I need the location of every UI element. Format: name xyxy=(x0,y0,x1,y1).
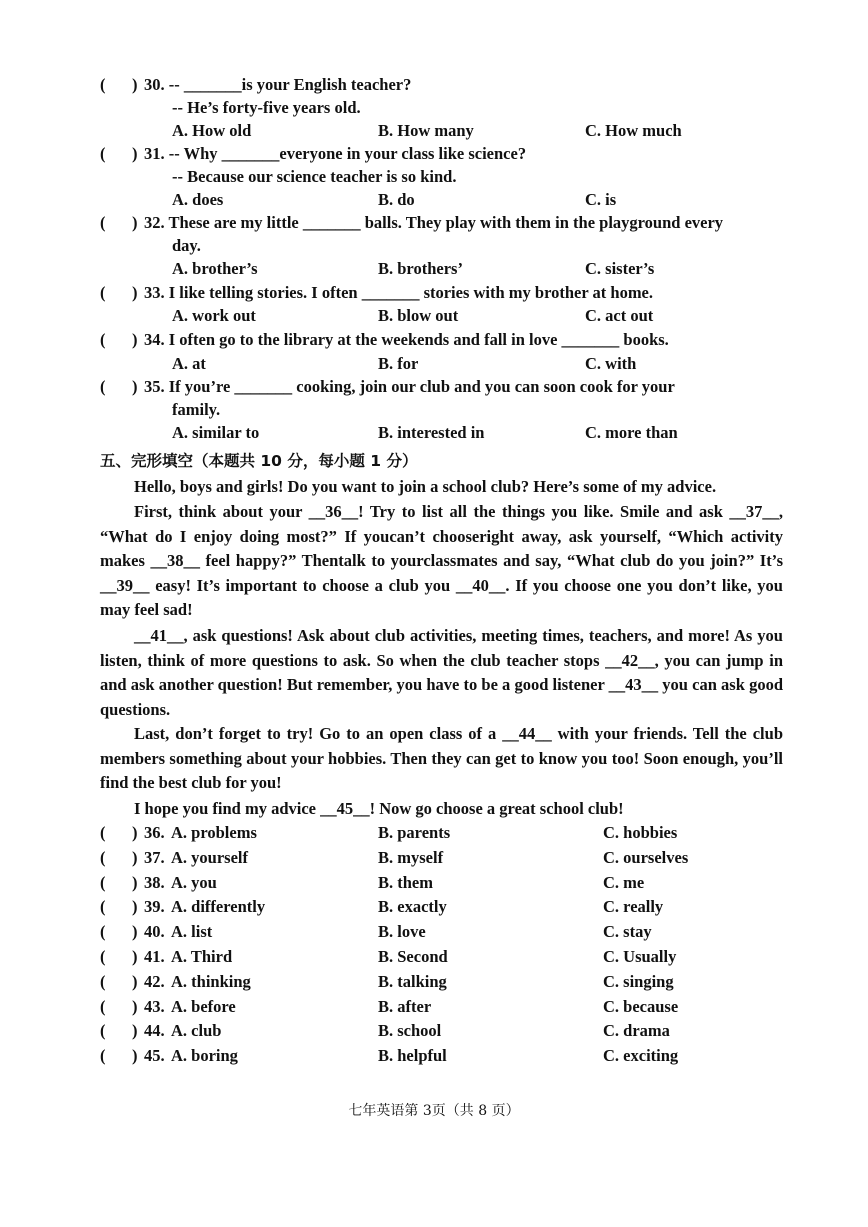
question-stem: These are my little _______ balls. They play with them in the playground every xyxy=(168,213,724,232)
option-b: B. do xyxy=(378,190,415,209)
cloze-number: 40. xyxy=(144,922,165,942)
cloze-number: 39. xyxy=(144,897,165,917)
option-c: C. exciting xyxy=(603,1046,679,1066)
passage-paragraph-1: Hello, boys and girls! Do you want to join a school club? Here’s some of my advice. xyxy=(134,477,717,496)
option-a: A. How old xyxy=(172,121,252,140)
option-a: A. thinking xyxy=(171,971,251,991)
option-a: A. you xyxy=(171,872,217,892)
option-c: C. ourselves xyxy=(603,847,689,867)
passage-paragraph-4: Last, don’t forget to try! Go to an open class of a __44__ with your friends. Tell the club members something about your hobbies. Then they can get to know you too! Soon enough, you’ll find the best club for you! xyxy=(100,724,783,793)
question-stem: If you’re _______ cooking, join our club and you can soon cook for your xyxy=(168,377,675,396)
question-stem-line2: family. xyxy=(172,400,221,419)
question-stem-line2: day. xyxy=(172,236,201,255)
option-c: C. because xyxy=(603,996,679,1016)
option-b: B. interested in xyxy=(378,423,485,442)
option-a: A. before xyxy=(171,996,236,1016)
option-b: B. exactly xyxy=(378,897,447,917)
option-c: C. really xyxy=(603,897,664,917)
option-c: C. me xyxy=(603,872,645,892)
question-stem: I like telling stories. I often _______ stories with my brother at home. xyxy=(168,283,654,302)
page-footer: 七年英语第 3页（共 8 页） xyxy=(348,1103,520,1119)
cloze-number: 41. xyxy=(144,947,165,966)
option-b: B. brothers’ xyxy=(378,259,463,278)
option-a: A. similar to xyxy=(172,423,260,442)
cloze-number: 42. xyxy=(144,971,165,991)
option-c: C. singing xyxy=(603,971,674,991)
option-b: B. them xyxy=(378,872,433,892)
option-b: B. How many xyxy=(378,121,474,140)
option-a: A. does xyxy=(172,190,224,209)
question-stem-line2: -- Because our science teacher is so kind. xyxy=(172,167,457,186)
option-c: C. is xyxy=(585,190,617,209)
option-c: C. with xyxy=(585,354,637,373)
cloze-number: 38. xyxy=(144,872,165,892)
option-c: C. act out xyxy=(585,306,654,325)
cloze-number: 37. xyxy=(144,847,165,867)
option-c: C. stay xyxy=(603,922,652,942)
question-stem: -- Why _______everyone in your class like science? xyxy=(168,144,527,163)
question-number-30: 30. -- _______is your English teacher? xyxy=(144,75,412,94)
question-stem: I often go to the library at the weekends and fall in love _______ books. xyxy=(168,330,669,349)
option-a: A. brother’s xyxy=(172,259,258,278)
section-heading: 五、完形填空（本题共 10 分，每小题 1 分） xyxy=(100,452,418,470)
option-c: C. more than xyxy=(585,423,678,442)
option-a: A. differently xyxy=(171,897,266,917)
option-c: C. sister’s xyxy=(585,259,655,278)
option-b: B. talking xyxy=(378,971,447,991)
option-a: A. boring xyxy=(171,1046,238,1066)
option-b: B. for xyxy=(378,354,419,373)
question-stem: -- _______is your English teacher? xyxy=(168,75,412,94)
cloze-number: 44. xyxy=(144,1021,165,1041)
exam-page: ( ) 30. -- _______is your English teacher? -- He’s forty-five years old. A. How old B. How many C. How much ( ) 31. -- Why _______everyone in your class like science? -- Because our science teacher is so kind. A. does B. do C. is ( ) 32. These are my little _______ balls. They play with them in the playground every day. A. brother’s B. brothers’ C. sister’s ( ) 33. I like telling stories. I often _______ stories with my brother at home. A. work out B. blow out C. act out ( ) 34. I often go to the library at the weekends and fall in love _______ books. A. at B. for C. with ( ) 35. If you’re _______ cooking, join our club and you can soon cook for your family. A. similar to B. interested in C. more than 五、完形填空（本题共 10 分，每小题 1 分） Hello, boys and girls! Do you want to join a school club? Here’s some of my advice. First, think about your __36__! Try to list all the things you like. Smile and ask __37__, “What do I enjoy doing most?” If youcan’t chooseright away, ask yourself, “Which activity makes __38__ feel happy?” Thentalk to yourclassmates and say, “What club do you join?” It’s __39__ easy! It’s important to choose a club you __40__. If you choose one you don’t like, you may feel sad! __41__, ask questions! Ask about club activities, meeting times, teachers, and more! As you listen, think of more questions to ask. So when the club teacher stops __42__, you can jump in and ask another question! But remember, you have to be a good listener __43__ you can ask good questions. Last, don’t forget to try! Go to an open class of a __44__ with your friends. Tell the club members something about your hobbies. Then they can get to know you too! Soon enough, you’ll find the best club for you! I hope you find my advice __45__! Now go choose a great school club! ( ) 36. A. problems B. parents C. hobbies ( ) 37. A. yourself B. myself C. ourselves ( ) 38. A. you B. them C. me ( ) 39. A. differently B. exactly C. really ( ) 40. A. list B. love C. stay ( ) 41. A. Third B. Second C. Usually ( ) 42. A. thinking B. talking C. singing ( ) 43. A. before B. after C. because ( ) 44. A. club B. school C. drama ( ) 45. A. boring B. helpful C. exciting 七年英语第 3页（共 8 页） xyxy=(0,0,868,1227)
passage-paragraph-2: First, think about your __36__! Try to list all the things you like. Smile and ask __37__, “What do I enjoy doing most?” If youcan’t chooseright away, ask yourself, “Which activity makes __38__ feel happy?” Thentalk to yourclassmates and say, “What club do you join?” It’s __39__ easy! It’s important to choose a club you __40__. If you choose one you don’t like, you may feel sad! xyxy=(100,502,783,620)
option-a: A. yourself xyxy=(171,847,248,867)
option-b: B. school xyxy=(378,1021,442,1041)
cloze-number: 43. xyxy=(144,996,165,1016)
option-b: B. love xyxy=(378,922,426,942)
option-a: A. club xyxy=(171,1021,222,1041)
option-b: B. myself xyxy=(378,847,444,867)
option-b: B. blow out xyxy=(378,306,459,325)
option-a: A. Third xyxy=(171,947,233,966)
option-a: A. problems xyxy=(171,823,257,842)
option-c: C. drama xyxy=(603,1021,670,1041)
option-a: A. at xyxy=(172,354,206,373)
option-b: B. helpful xyxy=(378,1046,447,1066)
option-a: A. work out xyxy=(172,306,256,325)
option-a: A. list xyxy=(171,922,213,942)
option-c: C. hobbies xyxy=(603,823,678,842)
passage-paragraph-3: __41__, ask questions! Ask about club activities, meeting times, teachers, and more! As you listen, think of more questions to ask. So when the club teacher stops __42__, you can jump in and ask another question! But remember, you have to be a good listener __43__ you can ask good questions. xyxy=(100,626,783,719)
cloze-number: 36. xyxy=(144,823,165,842)
option-b: B. parents xyxy=(378,823,451,842)
option-c: C. Usually xyxy=(603,947,677,966)
passage-paragraph-5: I hope you find my advice __45__! Now go choose a great school club! xyxy=(134,799,624,818)
option-c: C. How much xyxy=(585,121,682,140)
option-b: B. after xyxy=(378,996,432,1016)
cloze-number: 45. xyxy=(144,1046,165,1066)
option-b: B. Second xyxy=(378,947,448,966)
question-stem-line2: -- He’s forty-five years old. xyxy=(172,98,361,117)
